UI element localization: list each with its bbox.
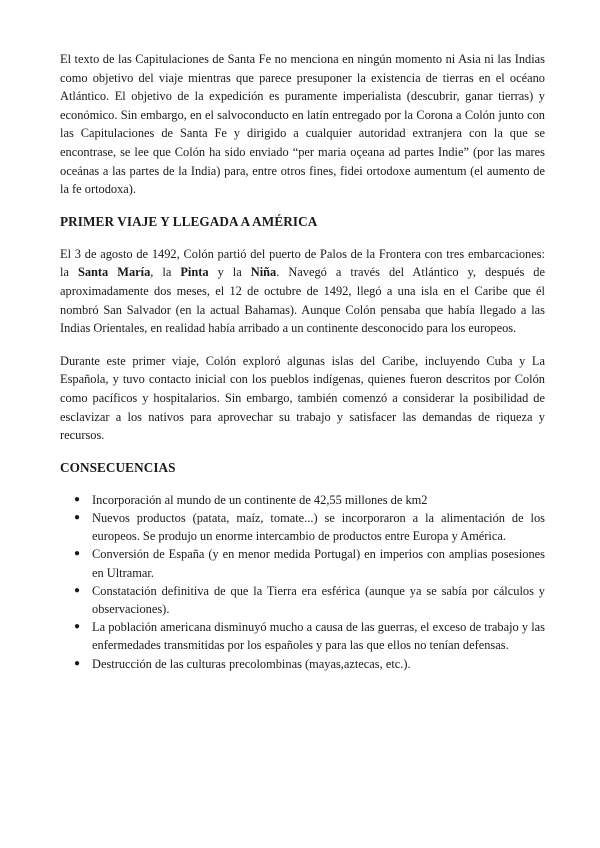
bullet-icon: ● bbox=[74, 621, 81, 633]
bullet-icon: ● bbox=[74, 584, 81, 596]
ship-name-pinta: Pinta bbox=[180, 265, 209, 280]
list-item bbox=[60, 545, 545, 581]
text-segment: . Navegó a través del Atlántico y, después de aproximadamente dos meses, el 12 de octubre de 1492, llegó a una isla en el Caribe que él nombró San Salvador (en la actual Bahamas). Aunque Colón pensaba que había llegado a las Indias Orientales, en realidad había arribado a un continente desconocido para los europeos. bbox=[60, 265, 545, 336]
list-item bbox=[60, 491, 545, 509]
text-segment: , la bbox=[150, 265, 181, 280]
list-item-text: Conversión de España (y en menor medida Portugal) en imperios con amplias posesiones en Ultramar. bbox=[92, 547, 545, 580]
list-item-text: Constatación definitiva de que la Tierra era esférica (aunque ya se sabía por cálculos y observaciones). bbox=[92, 583, 545, 616]
ship-name-santa-maria: Santa María bbox=[77, 265, 151, 280]
section-heading-consecuencias: CONSECUENCIAS bbox=[60, 459, 176, 475]
bullet-icon: ● bbox=[74, 511, 81, 523]
paragraph-exploration: Durante este primer viaje, Colón exploró algunas islas del Caribe, incluyendo Cuba y La Española, y tuvo contacto inicial con los pueblos indígenas, quienes fueron descritos por Colón como pacíficos y hospitalarios. Sin embargo, también comenzó a considerar la posibilidad de esclavizar a los nativos para aprovechar su trabajo y satisfacer las demandas de riqueza y recursos. bbox=[60, 353, 545, 443]
list-item bbox=[60, 655, 545, 673]
consequences-list bbox=[60, 491, 545, 673]
list-item-text: La población americana disminuyó mucho a causa de las guerras, el exceso de trabajo y las enfermedades transmitidas por los españoles y para las que ellos no tenían defensas. bbox=[92, 620, 545, 653]
list-item bbox=[60, 618, 545, 654]
list-item-text: Nuevos productos (patata, maíz, tomate...) se incorporaron a la alimentación de los europeos. Se produjo un enorme intercambio de productos entre Europa y América. bbox=[92, 510, 545, 544]
list-item bbox=[60, 582, 545, 618]
text-segment: El 3 de agosto de 1492, Colón partió del puerto de Palos de la Frontera con tres embarcaciones: la bbox=[60, 246, 545, 280]
section-heading-primer-viaje: PRIMER VIAJE Y LLEGADA A AMÉRICA bbox=[60, 213, 318, 229]
text-segment: y la bbox=[208, 265, 251, 280]
bullet-icon: ● bbox=[74, 493, 81, 505]
list-item-text: Destrucción de las culturas precolombinas (mayas,aztecas, etc.). bbox=[92, 656, 411, 671]
document-page bbox=[60, 50, 545, 673]
ship-name-nina: Niña bbox=[250, 265, 277, 280]
list-item-text: Incorporación al mundo de un continente de 42,55 millones de km2 bbox=[92, 492, 428, 507]
paragraph-first-voyage bbox=[60, 245, 545, 338]
list-item bbox=[60, 509, 545, 545]
bullet-icon: ● bbox=[74, 548, 81, 560]
intro-paragraph: El texto de las Capitulaciones de Santa Fe no menciona en ningún momento ni Asia ni las Indias como objetivo del viaje mientras que parece presuponer la existencia de tierras en el océano Atlántico. El objetivo de la expedición es puramente imperialista (descubrir, ganar tierras) y económico. Sin embargo, en el salvoconducto en latín entregado por la Corona a Colón junto con las Capitulaciones de Santa Fe y dirigido a cualquier autoridad extranjera con la que se encontrase, se lee que Colón ha sido enviado “per maria oçeana ad partes Indie” (por las mares oceánas a las partes de la India) para, entre otros fines, fidei ortodoxe aumentum (el aumento de la fe ortodoxa). bbox=[60, 52, 545, 197]
bullet-icon: ● bbox=[74, 657, 81, 669]
